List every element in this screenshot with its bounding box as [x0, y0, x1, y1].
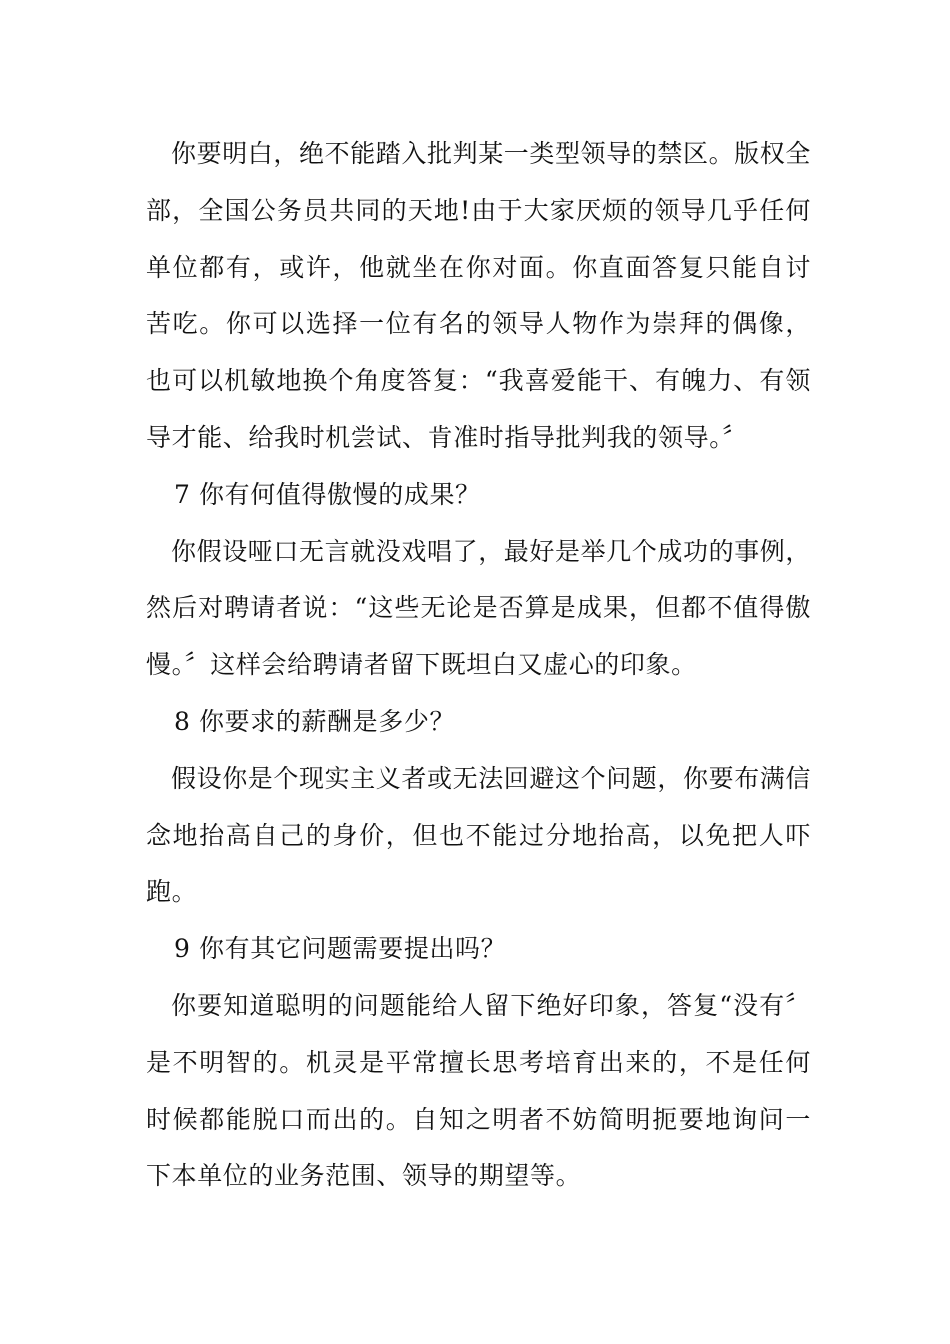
- paragraph-salary-answer: 假设你是个现实主义者或无法回避这个问题，你要布满信念地抬高自己的身价，但也不能过分地抬高，以免把人吓跑。: [146, 763, 812, 907]
- question-8-heading: 8 你要求的薪酬是多少？: [174, 706, 456, 736]
- paragraph-questions-answer: 你要知道聪明的问题能给人留下绝好印象，答复“没有〞是不明智的。机灵是平常擅长思考培育出来的，不是任何时候都能脱口而出的。自知之明者不妨简明扼要地询问一下本单位的业务范围、领导的期望等。: [146, 990, 811, 1191]
- document-body: [146, 126, 811, 1205]
- question-7-heading: 7 你有何值得傲慢的成果？: [174, 479, 481, 509]
- paragraph-achievement-answer: 你假设哑口无言就没戏唱了，最好是举几个成功的事例，然后对聘请者说：“这些无论是否算是成果，但都不值得傲慢。〞这样会给聘请者留下既坦白又虚心的印象。: [146, 536, 812, 680]
- question-9-heading: 9 你有其它问题需要提出吗？: [174, 934, 507, 964]
- paragraph-leadership-answer: 你要明白，绝不能踏入批判某一类型领导的禁区。版权全部，全国公务员共同的天地!由于大家厌烦的领导几乎任何单位都有，或许，他就坐在你对面。你直面答复只能自讨苦吃。你可以选择一位有名的领导人物作为崇拜的偶像，也可以机敏地换个角度答复：“我喜爱能干、有魄力、有领导才能、给我时机尝试、肯准时指导批判我的领导。〞: [146, 139, 812, 452]
